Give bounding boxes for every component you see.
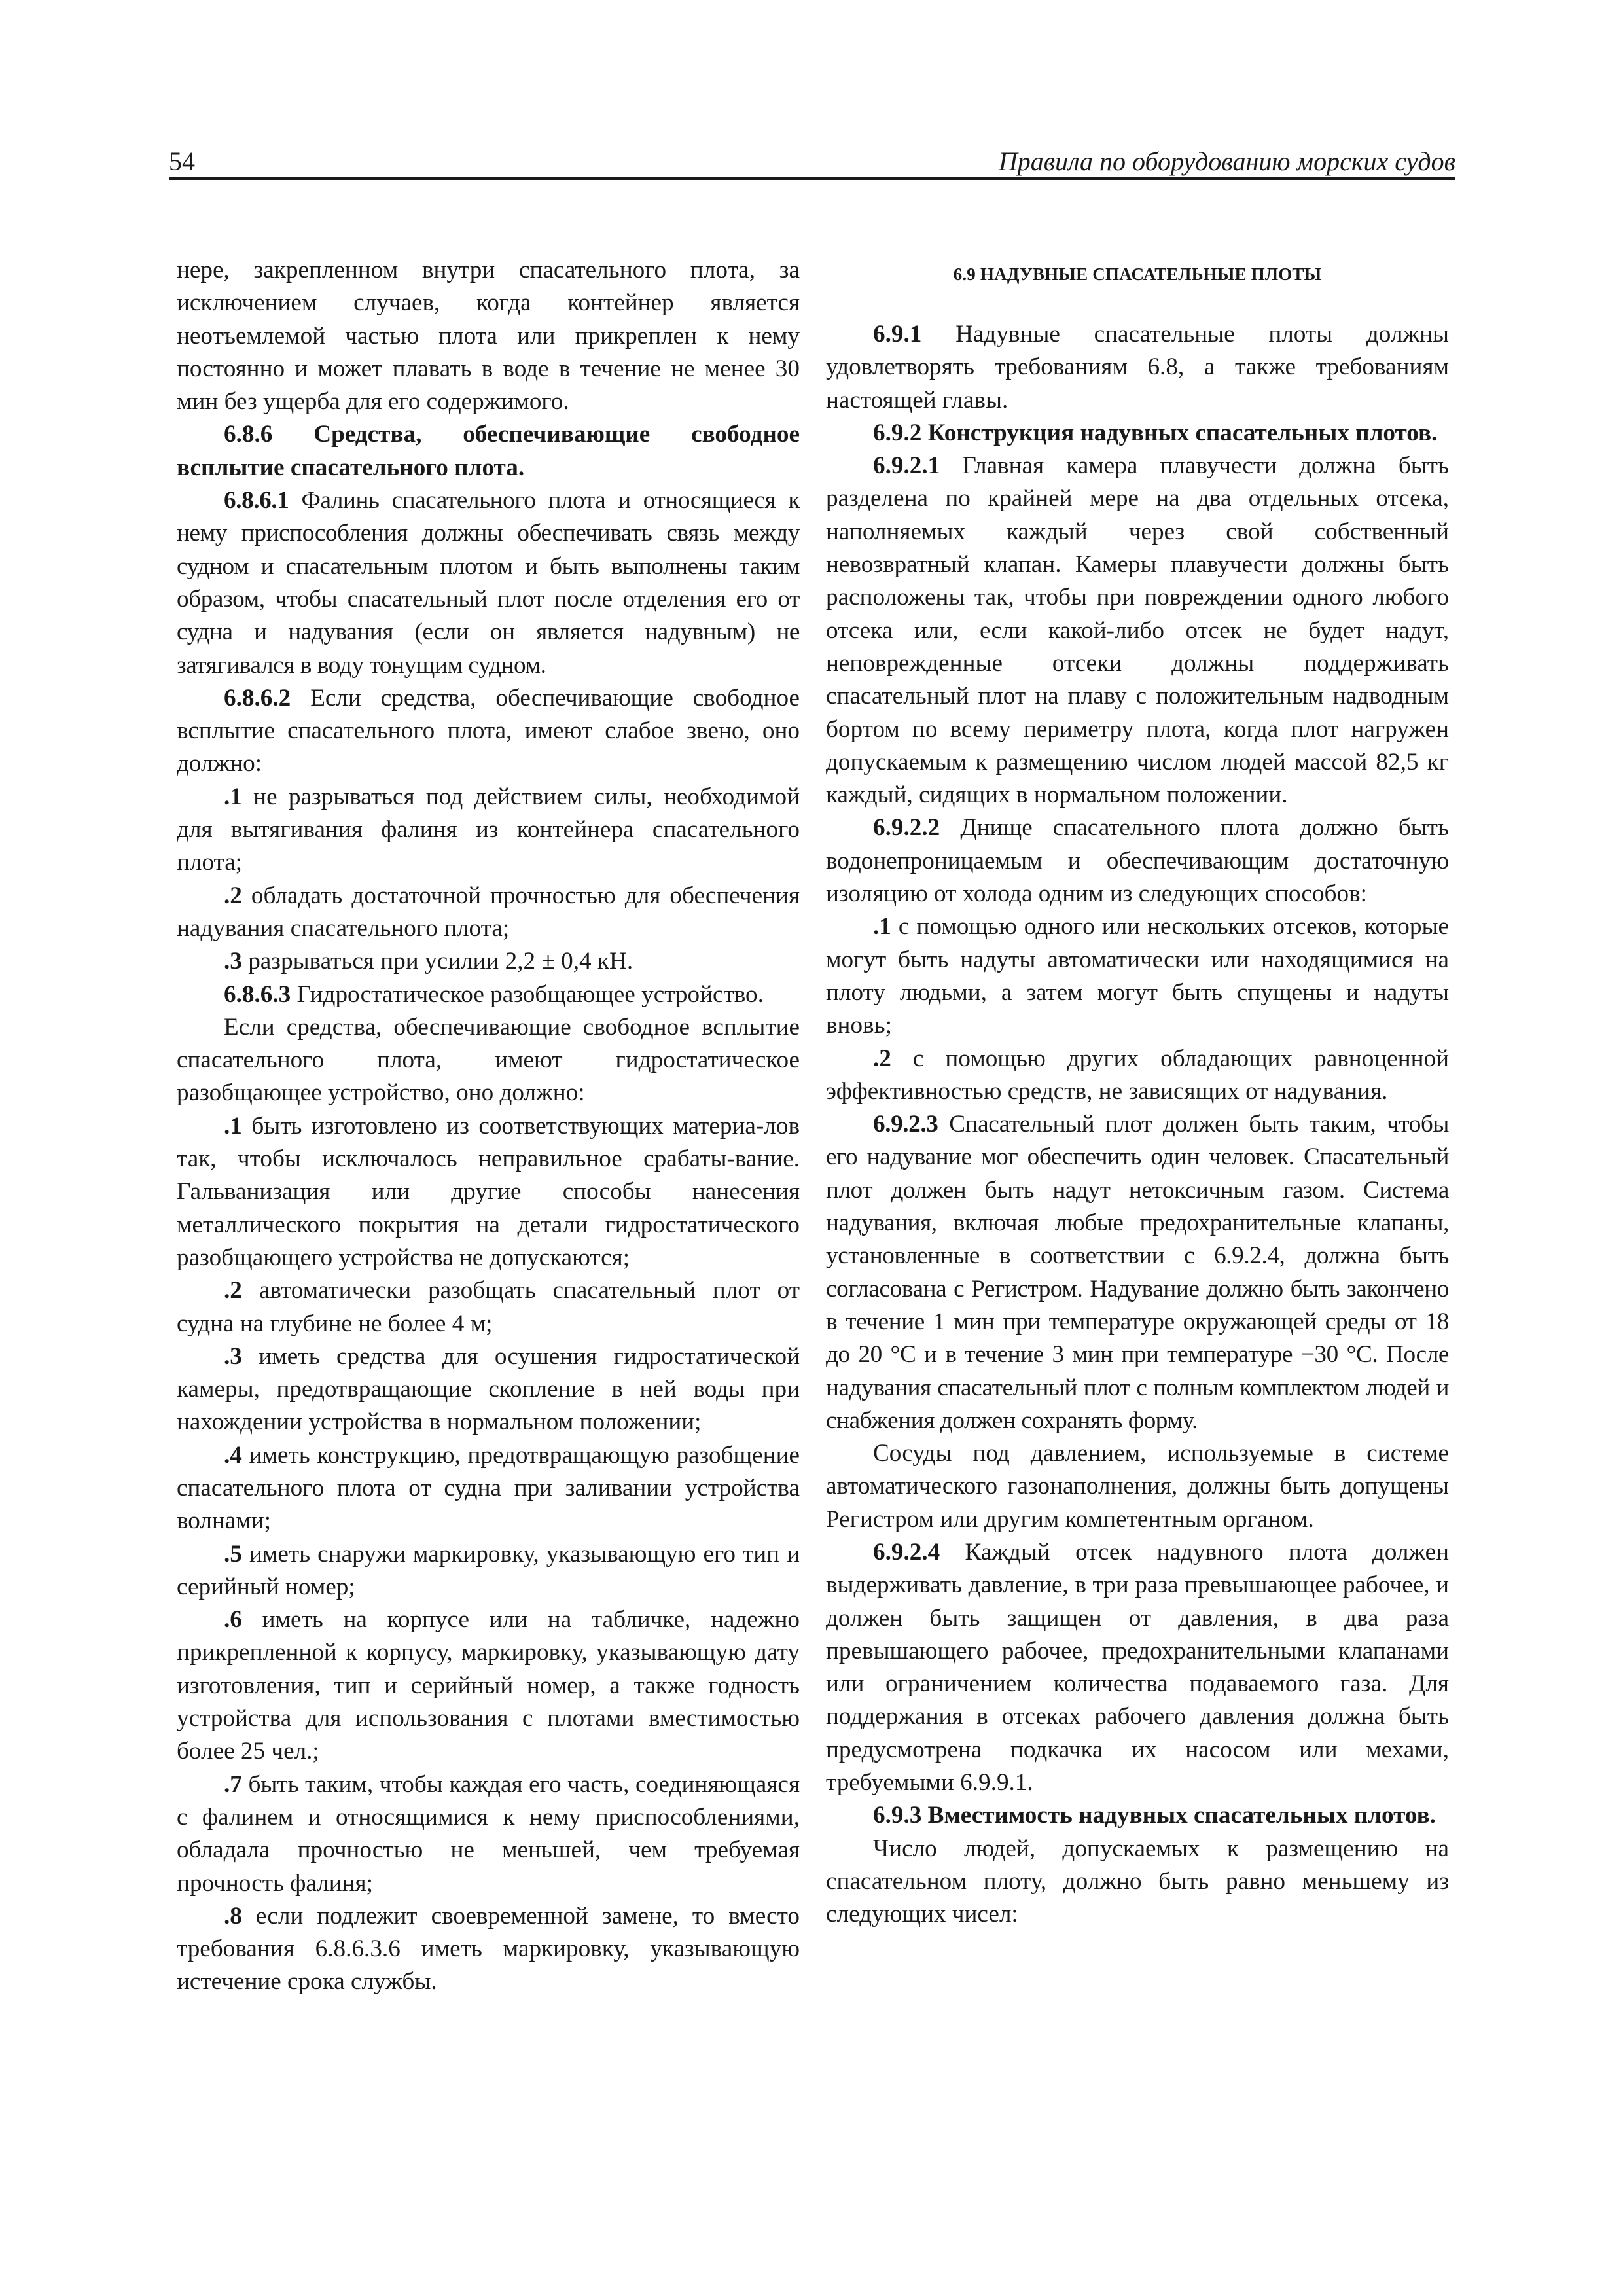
list-item: .8 если подлежит своевременной замене, то вместо требования 6.8.6.3.6 иметь маркировку, указывающую истечение срока службы. <box>177 1902 800 1996</box>
paragraph-capacity: Число людей, допускаемых к размещению на спасательном плоту, должно быть равно меньшему из следующих чисел: <box>826 1835 1449 1928</box>
list-item: .2 с помощью других обладающих равноценной эффективностью средств, не зависящих от надувания. <box>826 1045 1449 1105</box>
list-item: .1 быть изготовлено из соответствующих материа-лов так, чтобы исключалось неправильное срабаты-вание. Гальванизация или другие способы нанесения металлического покрытия на детали гидростатического разобщающего устройства не допускаются; <box>177 1112 800 1271</box>
list-item: .2 обладать достаточной прочностью для обеспечения надувания спасательного плота; <box>177 882 800 942</box>
section-title: 6.9 НАДУВНЫЕ СПАСАТЕЛЬНЫЕ ПЛОТЫ <box>953 264 1322 284</box>
page-number: 54 <box>169 147 195 176</box>
paragraph-pressure-vessels: Сосуды под давлением, используемые в системе автоматического газонаполнения, должны быть допущены Регистром или другим компетентным органом. <box>826 1440 1449 1533</box>
list-item: .1 с помощью одного или нескольких отсеков, которые могут быть надуты автоматически или находящимися на плоту людьми, а затем могут быть спущены и надуты вновь; <box>826 913 1449 1039</box>
paragraph-6-9-2-3: 6.9.2.3 Спасательный плот должен быть таким, чтобы его надувание мог обеспечить один человек. Спасательный плот должен быть надут нетоксичным газом. Система надувания, включая любые предохранительные клапаны, установленные в соответствии с 6.9.2.4, должна быть согласована с Регистром. Надувание должно быть закончено в течение 1 мин при температуре окружающей среды от 18 до 20 °С и в течение 3 мин при температуре −30 °С. После надувания спасательный плот с полным комплектом людей и снабжения должен сохранять форму. <box>826 1111 1449 1434</box>
paragraph-if-means: Если средства, обеспечивающие свободное всплытие спасательного плота, имеют гидростатическое разобщающее устройство, оно должно: <box>177 1013 800 1107</box>
paragraph-continuation: нере, закрепленном внутри спасательного плота, за исключением случаев, когда контейнер является неотъемлемой частью плота или прикреплен к нему постоянно и может плавать в воде в течение не менее 30 мин без ущерба для его содержимого. <box>177 257 800 416</box>
paragraph-6-9-1: 6.9.1 Надувные спасательные плоты должны удовлетворять требованиям 6.8, а также требованиям настоящей главы. <box>826 321 1449 414</box>
list-item: .6 иметь на корпусе или на табличке, надежно прикрепленной к корпусу, маркировку, указывающую дату изготовления, тип и серийный номер, а также годность устройства для использования с плотами вместимостью более 25 чел.; <box>177 1606 800 1765</box>
list-item: .2 автоматически разобщать спасательный плот от судна на глубине не более 4 м; <box>177 1277 800 1337</box>
paragraph-6-9-2-4: 6.9.2.4 Каждый отсек надувного плота должен выдерживать давление, в три раза превышающее рабочее, и должен быть защищен от давления, в два раза превышающего рабочее, предохранительными клапанами или ограничением количества подаваемого газа. Для поддержания в отсеках рабочего давления должна быть предусмотрена подкачка их насосом или мехами, требуемыми 6.9.9.1. <box>826 1538 1449 1797</box>
list-item: .3 разрываться при усилии 2,2 ± 0,4 кН. <box>224 948 633 975</box>
paragraph-6-8-6-1: 6.8.6.1 Фалинь спасательного плота и относящиеся к нему приспособления должны обеспечивать связь между судном и спасательным плотом и быть выполнены таким образом, чтобы спасательный плот после отделения его от судна и надувания (если он является надувным) не затягивался в воду тонущим судном. <box>177 487 800 679</box>
right-column <box>826 254 1449 1931</box>
heading-6-9-3: 6.9.3 Вместимость надувных спасательных плотов. <box>873 1802 1436 1829</box>
paragraph-6-9-2-1: 6.9.2.1 Главная камера плавучести должна быть разделена по крайней мере на два отдельных отсека, наполняемых каждый через свой собственный невозвратный клапан. Камеры плавучести должны быть расположены так, чтобы при повреждении одного любого отсека или, если какой-либо отсек не будет надут, неповрежденные отсеки должны поддерживать спасательный плот на плаву с положительным надводным бортом по всему периметру плота, когда плот нагружен допускаемым к размещению числом людей массой 82,5 кг каждый, сидящих в нормальном положении. <box>826 452 1449 809</box>
running-title: Правила по оборудованию морских судов <box>998 147 1455 176</box>
list-item: .4 иметь конструкцию, предотвращающую разобщение спасательного плота от судна при заливании устройства волнами; <box>177 1441 800 1535</box>
left-column <box>177 254 800 1999</box>
paragraph-6-9-2-2: 6.9.2.2 Днище спасательного плота должно быть водонепроницаемым и обеспечивающим достаточную изоляцию от холода одним из следующих способов: <box>826 814 1449 908</box>
header-rule <box>169 177 1455 180</box>
heading-6-8-6: 6.8.6 Средства, обеспечивающие свободное всплытие спасательного плота. <box>177 421 800 481</box>
list-item: .3 иметь средства для осушения гидростатической камеры, предотвращающие скопление в ней воды при нахождении устройства в нормальном положении; <box>177 1342 800 1436</box>
paragraph-6-8-6-3: 6.8.6.3 Гидростатическое разобщающее устройство. <box>224 980 764 1008</box>
list-item: .5 иметь снаружи маркировку, указывающую его тип и серийный номер; <box>177 1540 800 1600</box>
list-item: .7 быть таким, чтобы каждая его часть, соединяющаяся с фалинем и относящимися к нему приспособлениями, обладала прочностью не меньшей, чем требуемая прочность фалиня; <box>177 1770 800 1897</box>
paragraph-6-8-6-2: 6.8.6.2 Если средства, обеспечивающие свободное всплытие спасательного плота, имеют слабое звено, оно должно: <box>177 684 800 778</box>
heading-6-9-2: 6.9.2 Конструкция надувных спасательных плотов. <box>873 419 1438 446</box>
list-item: .1 не разрываться под действием силы, необходимой для вытягивания фалиня из контейнера спасательного плота; <box>177 783 800 876</box>
